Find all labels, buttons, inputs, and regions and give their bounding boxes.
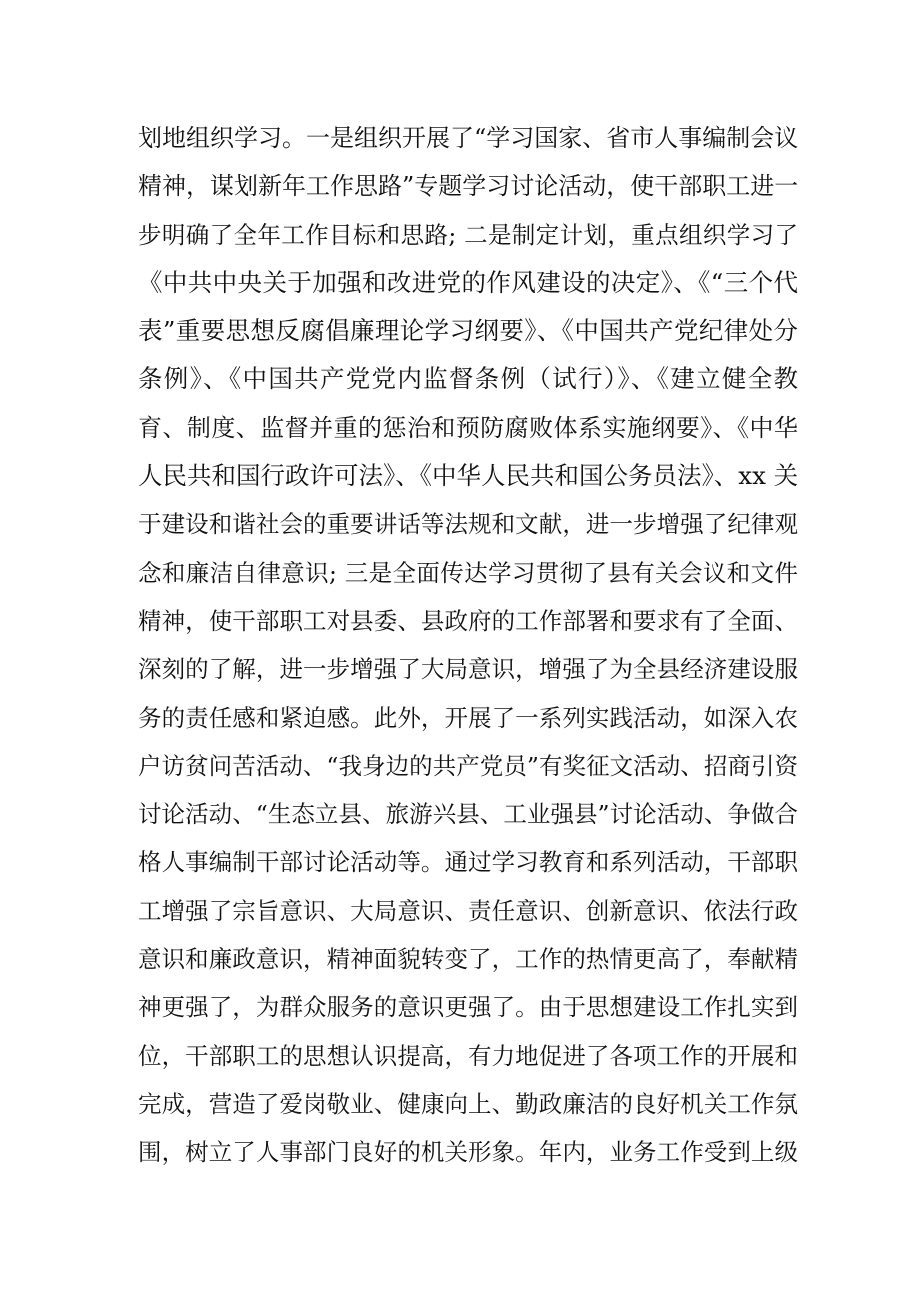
- text-line: 完成，营造了爱岗敬业、健康向上、勤政廉洁的良好机关工作氛: [138, 1089, 798, 1118]
- text-line: 条例》、《中国共产党党内监督条例（试行）》、《建立健全教: [138, 364, 798, 394]
- text-line: 格人事编制干部讨论活动等。通过学习教育和系列活动，干部职: [138, 848, 798, 877]
- text-line: 步明确了全年工作目标和思路; 二是制定计划，重点组织学习了: [138, 220, 798, 249]
- text-line: 围，树立了人事部门良好的机关形象。年内，业务工作受到上级: [138, 1138, 798, 1167]
- text-line: 精神，使干部职工对县委、县政府的工作部署和要求有了全面、: [138, 606, 798, 635]
- text-line: 位，干部职工的思想认识提高，有力地促进了各项工作的开展和: [138, 1041, 798, 1070]
- text-line: 人民共和国行政许可法》、《中华人民共和国公务员法》、xx 关: [138, 461, 799, 491]
- body-paragraph: [138, 114, 798, 1177]
- text-line: 户访贫问苦活动、“我身边的共产党员”有奖征文活动、招商引资: [138, 751, 798, 780]
- text-line: 深刻的了解，进一步增强了大局意识，增强了为全县经济建设服: [138, 655, 798, 684]
- text-line: 育、制度、监督并重的惩治和预防腐败体系实施纲要》、《中华: [138, 413, 798, 442]
- text-line: 于建设和谐社会的重要讲话等法规和文献，进一步增强了纪律观: [138, 510, 798, 539]
- text-line: 务的责任感和紧迫感。此外，开展了一系列实践活动，如深入农: [138, 703, 798, 732]
- text-line: 《中共中央关于加强和改进党的作风建设的决定》、《“三个代: [138, 267, 798, 297]
- text-line: 划地组织学习。一是组织开展了“学习国家、省市人事编制会议: [138, 124, 799, 152]
- text-line: 意识和廉政意识，精神面貌转变了，工作的热情更高了，奉献精: [138, 945, 798, 974]
- text-line: 念和廉洁自律意识; 三是全面传达学习贯彻了县有关会议和文件: [138, 558, 798, 587]
- text-line: 工增强了宗旨意识、大局意识、责任意识、创新意识、依法行政: [138, 896, 798, 925]
- text-line: 讨论活动、“生态立县、旅游兴县、工业强县”讨论活动、争做合: [138, 800, 798, 829]
- text-line: 精神，谋划新年工作思路”专题学习讨论活动，使干部职工进一: [138, 172, 799, 201]
- text-line: 神更强了，为群众服务的意识更强了。由于思想建设工作扎实到: [138, 993, 798, 1022]
- text-line: 表”重要思想反腐倡廉理论学习纲要》、《中国共产党纪律处分: [138, 316, 798, 346]
